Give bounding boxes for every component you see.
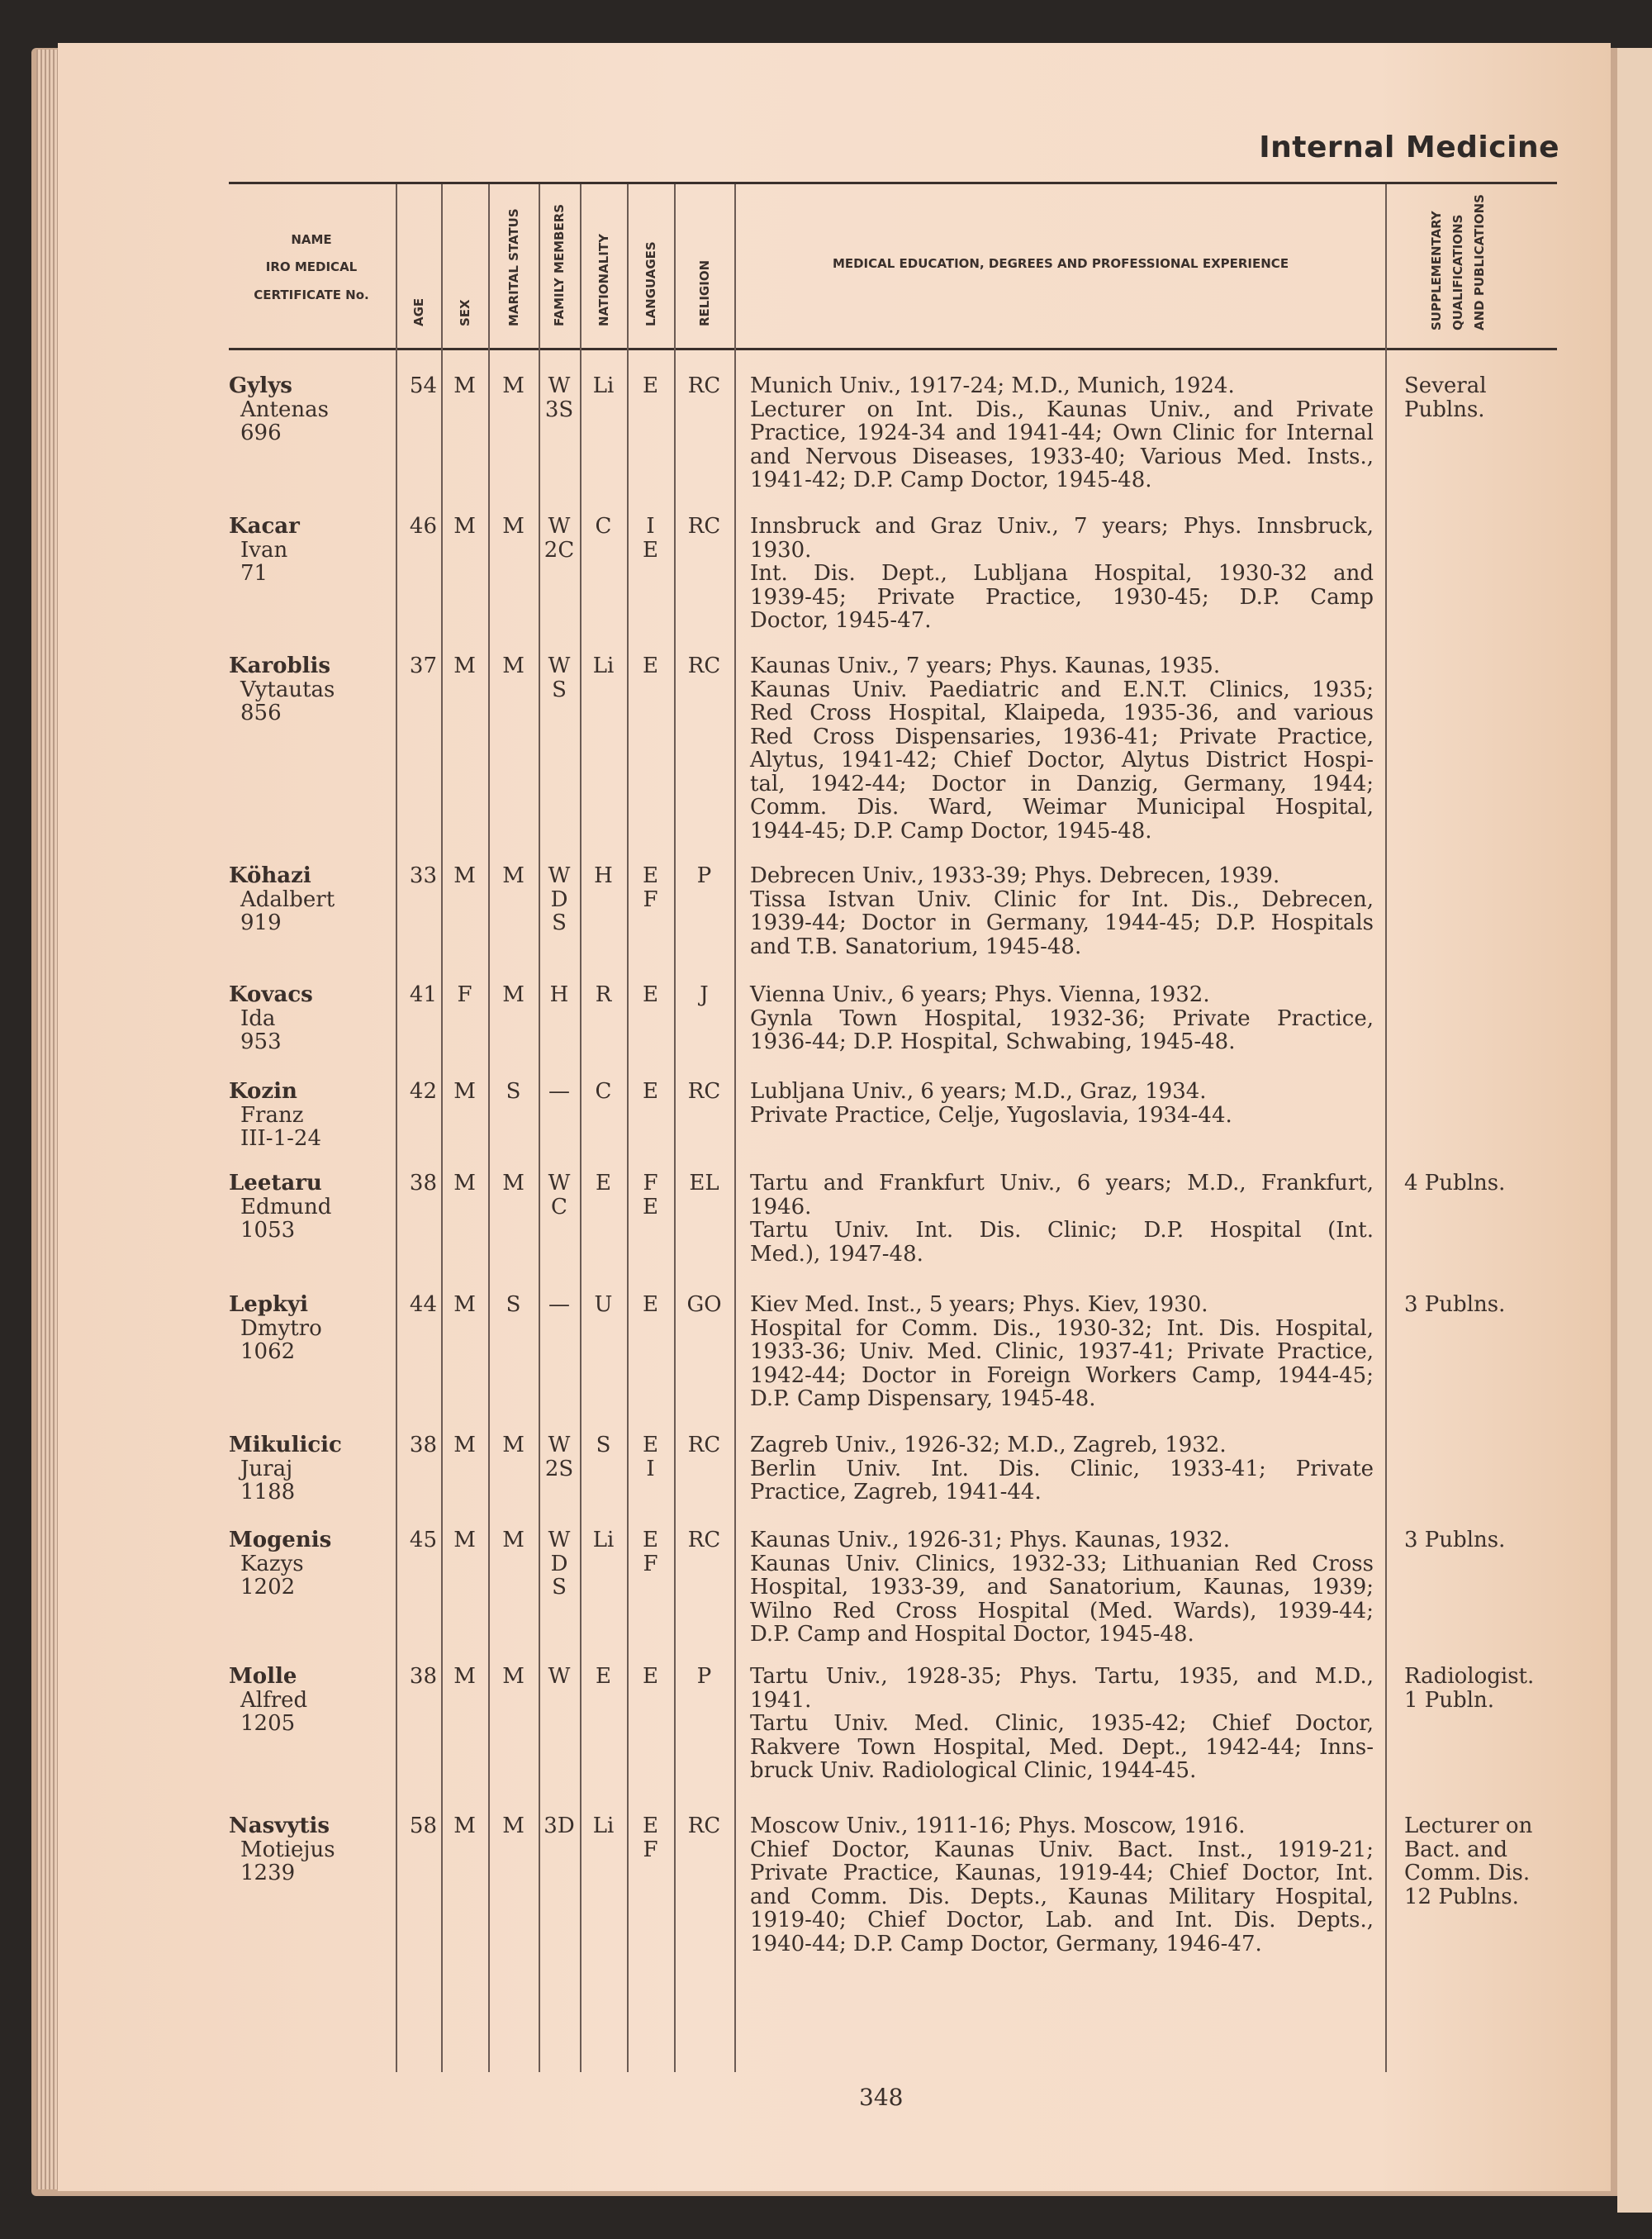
education-line: Red Cross Hospital, Klaipeda, 1935-36, and various: [750, 701, 1374, 725]
marital: M: [502, 514, 525, 539]
language: E: [643, 1433, 658, 1457]
family-members: 2S: [544, 1456, 574, 1481]
age: 54: [409, 373, 437, 398]
education-experience: [750, 515, 1374, 633]
education-line: Tartu Univ. Int. Dis. Clinic; D.P. Hospital (Int.: [750, 1218, 1374, 1243]
family-members: S: [552, 910, 567, 935]
given-name: Ivan: [240, 537, 288, 563]
family-members: 3D: [544, 1814, 575, 1838]
religion: RC: [687, 514, 721, 539]
sex: M: [453, 654, 476, 678]
given-name: Vytautas: [240, 677, 335, 702]
education-line: Kaunas Univ. Clinics, 1932-33; Lithuanian Red Cross: [750, 1551, 1374, 1576]
surname: Lepkyi: [229, 1292, 309, 1317]
education-line: 1939-45; Private Practice, 1930-45; D.P. Camp: [750, 584, 1374, 610]
certificate-number: 1205: [240, 1711, 296, 1736]
education-line: Tartu and Frankfurt Univ., 6 years; M.D., Frankfurt,: [750, 1171, 1374, 1196]
header-age: AGE: [411, 297, 426, 326]
language: E: [643, 1528, 658, 1552]
family-members: D: [550, 1551, 568, 1576]
language: E: [643, 654, 658, 678]
header-name-label: NAME: [291, 232, 332, 247]
certificate-number: 919: [240, 910, 282, 935]
marital: S: [506, 1292, 521, 1317]
education-line: Munich Univ., 1917-24; M.D., Munich, 1924.: [750, 373, 1235, 398]
sex: M: [453, 863, 476, 888]
religion: RC: [687, 654, 721, 678]
education-line: 1944-45; D.P. Camp Doctor, 1945-48.: [750, 818, 1152, 844]
education-line: 1939-44; Doctor in Germany, 1944-45; D.P. Hospitals: [750, 910, 1374, 935]
supplementary-qualification: Publns.: [1404, 397, 1485, 422]
language: E: [643, 373, 658, 398]
marital: M: [502, 982, 525, 1007]
religion: RC: [687, 1433, 721, 1457]
header-supplementary: AND PUBLICATIONS: [1472, 194, 1487, 330]
nationality: Li: [592, 373, 615, 398]
education-experience: [750, 864, 1374, 958]
education-line: Alytus, 1941-42; Chief Doctor, Alytus District Hospi-: [750, 748, 1374, 772]
education-line: Hospital, 1933-39, and Sanatorium, Kaunas, 1939;: [750, 1575, 1374, 1600]
given-name: Adalbert: [240, 887, 335, 912]
given-name: Franz: [240, 1102, 304, 1128]
family-members: D: [550, 887, 568, 912]
column-divider: [627, 184, 629, 2072]
nationality: Li: [592, 654, 615, 678]
education-line: bruck Univ. Radiological Clinic, 1944-45.: [750, 1758, 1197, 1783]
column-divider: [674, 184, 676, 2072]
education-line: Int. Dis. Dept., Lubljana Hospital, 1930-32 and: [750, 561, 1374, 586]
language: F: [643, 1551, 658, 1576]
surname: Leetaru: [229, 1171, 322, 1196]
education-line: 1933-36; Univ. Med. Clinic, 1937-41; Private Practice,: [750, 1339, 1374, 1364]
education-line: and Comm. Dis. Depts., Kaunas Military Hospital,: [750, 1884, 1374, 1909]
surname: Kacar: [229, 514, 300, 539]
education-experience: [750, 1665, 1374, 1783]
education-line: Tartu Univ. Med. Clinic, 1935-42; Chief Doctor,: [750, 1711, 1374, 1736]
education-line: Practice, Zagreb, 1941-44.: [750, 1480, 1042, 1505]
education-line: Moscow Univ., 1911-16; Phys. Moscow, 1916.: [750, 1814, 1246, 1838]
nationality: S: [596, 1433, 611, 1457]
certificate-number: 953: [240, 1029, 282, 1054]
sex: M: [453, 1292, 476, 1317]
header-cert-label: CERTIFICATE No.: [254, 288, 369, 302]
marital: M: [502, 863, 525, 888]
marital: M: [502, 1433, 525, 1457]
language: F: [643, 1837, 658, 1862]
language: E: [643, 1079, 658, 1104]
education-line: Kiev Med. Inst., 5 years; Phys. Kiev, 1930.: [750, 1292, 1208, 1317]
certificate-number: 1188: [240, 1480, 296, 1505]
supplementary-qualification: Comm. Dis.: [1404, 1861, 1531, 1885]
education-line: Gynla Town Hospital, 1932-36; Private Practice,: [750, 1005, 1374, 1031]
age: 38: [409, 1171, 437, 1196]
nationality: Li: [592, 1528, 615, 1552]
education-line: tal, 1942-44; Doctor in Danzig, Germany, 1944;: [750, 771, 1374, 796]
language: E: [643, 863, 658, 888]
certificate-number: 1053: [240, 1218, 296, 1243]
family-members: S: [552, 1575, 567, 1600]
education-experience: [750, 1172, 1374, 1266]
marital: S: [506, 1079, 521, 1104]
supplementary-qualification: Lecturer on: [1404, 1814, 1533, 1838]
education-line: Rakvere Town Hospital, Med. Dept., 1942-44; Inns-: [750, 1734, 1374, 1760]
religion: RC: [687, 1814, 721, 1838]
header-sex: SEX: [457, 299, 472, 326]
certificate-number: 71: [240, 561, 268, 586]
language: E: [643, 1814, 658, 1838]
nationality: R: [595, 982, 612, 1007]
education-line: 1942-44; Doctor in Foreign Workers Camp, 1944-45;: [750, 1362, 1374, 1388]
surname: Gylys: [229, 373, 292, 398]
table-top-rule: [229, 182, 1557, 184]
nationality: U: [594, 1292, 613, 1317]
nationality: H: [594, 863, 613, 888]
supplementary-qualification: 12 Publns.: [1404, 1884, 1519, 1909]
given-name: Motiejus: [240, 1837, 335, 1862]
religion: RC: [687, 373, 721, 398]
certificate-number: 1202: [240, 1575, 296, 1600]
family-members: —: [548, 1292, 570, 1317]
education-line: Wilno Red Cross Hospital (Med. Wards), 1939-44;: [750, 1598, 1374, 1623]
education-line: 1941-42; D.P. Camp Doctor, 1945-48.: [750, 468, 1152, 492]
header-languages: LANGUAGES: [643, 241, 658, 326]
language: I: [646, 1456, 655, 1481]
marital: M: [502, 1814, 525, 1838]
given-name: Alfred: [240, 1687, 308, 1713]
family-members: W: [548, 863, 571, 888]
education-experience: [750, 1528, 1374, 1647]
supplementary-qualification: 4 Publns.: [1404, 1171, 1506, 1196]
nationality: E: [596, 1664, 611, 1689]
education-line: Kaunas Univ. Paediatric and E.N.T. Clinics, 1935;: [750, 677, 1374, 702]
section-title: Internal Medicine: [1259, 131, 1559, 164]
sex: M: [453, 1664, 476, 1689]
supplementary-qualification: Several: [1404, 373, 1487, 398]
header-marital: MARITAL STATUS: [506, 208, 521, 326]
language: I: [646, 514, 655, 539]
family-members: W: [548, 1171, 571, 1196]
education-line: and Nervous Diseases, 1933-40; Various Med. Insts.,: [750, 444, 1374, 469]
education-line: Hospital for Comm. Dis., 1930-32; Int. Dis. Hospital,: [750, 1315, 1374, 1341]
language: E: [643, 982, 658, 1007]
certificate-number: 1239: [240, 1861, 296, 1885]
given-name: Antenas: [240, 397, 329, 422]
nationality: E: [596, 1171, 611, 1196]
header-education: MEDICAL EDUCATION, DEGREES AND PROFESSIONAL EXPERIENCE: [832, 256, 1289, 271]
nationality: C: [595, 1079, 612, 1104]
education-line: Zagreb Univ., 1926-32; M.D., Zagreb, 1932.: [750, 1433, 1227, 1457]
header-iro-label: IRO MEDICAL: [265, 259, 358, 274]
column-divider: [580, 184, 582, 2072]
sex: M: [453, 514, 476, 539]
religion: RC: [687, 1079, 721, 1104]
surname: Molle: [229, 1664, 297, 1689]
age: 38: [409, 1664, 437, 1689]
header-religion: RELIGION: [696, 259, 712, 326]
education-line: 1936-44; D.P. Hospital, Schwabing, 1945-48.: [750, 1029, 1236, 1054]
education-line: Doctor, 1945-47.: [750, 608, 932, 633]
education-line: Lecturer on Int. Dis., Kaunas Univ., and Private: [750, 397, 1374, 422]
education-experience: [750, 1293, 1374, 1411]
age: 41: [409, 982, 437, 1007]
religion: EL: [689, 1171, 719, 1196]
surname: Kozin: [229, 1079, 297, 1104]
religion: GO: [686, 1292, 722, 1317]
certificate-number: III-1-24: [240, 1126, 322, 1151]
surname: Mogenis: [229, 1528, 332, 1552]
education-line: Chief Doctor, Kaunas Univ. Bact. Inst., 1919-21;: [750, 1837, 1374, 1862]
supplementary-qualification: 1 Publn.: [1404, 1687, 1495, 1713]
language: E: [643, 1292, 658, 1317]
religion: P: [696, 1664, 712, 1689]
family-members: W: [548, 373, 571, 398]
education-line: Kaunas Univ., 1926-31; Phys. Kaunas, 1932.: [750, 1528, 1230, 1552]
header-supplementary: QUALIFICATIONS: [1450, 214, 1465, 330]
sex: M: [453, 1814, 476, 1838]
header-bottom-rule: [229, 348, 1557, 350]
given-name: Ida: [240, 1005, 276, 1031]
page-number: 348: [859, 2084, 904, 2111]
sex: M: [453, 1528, 476, 1552]
given-name: Kazys: [240, 1551, 304, 1576]
surname: Köhazi: [229, 863, 311, 888]
education-experience: [750, 983, 1374, 1054]
religion: P: [696, 863, 712, 888]
given-name: Juraj: [240, 1456, 293, 1481]
nationality: C: [595, 514, 612, 539]
given-name: Dmytro: [240, 1315, 322, 1341]
family-members: W: [548, 1528, 571, 1552]
education-line: Red Cross Dispensaries, 1936-41; Private Practice,: [750, 724, 1374, 749]
education-line: Berlin Univ. Int. Dis. Clinic, 1933-41; Private: [750, 1456, 1374, 1481]
education-line: Comm. Dis. Ward, Weimar Municipal Hospital,: [750, 795, 1374, 820]
education-line: Private Practice, Kaunas, 1919-44; Chief Doctor, Int.: [750, 1861, 1374, 1885]
family-members: S: [552, 677, 567, 702]
certificate-number: 696: [240, 421, 282, 445]
education-line: Med.), 1947-48.: [750, 1241, 923, 1267]
education-line: Debrecen Univ., 1933-39; Phys. Debrecen, 1939.: [750, 863, 1280, 888]
given-name: Edmund: [240, 1194, 332, 1219]
supplementary-qualification: Bact. and: [1404, 1837, 1508, 1862]
facing-page-edge: [1617, 48, 1652, 2213]
surname: Kovacs: [229, 982, 313, 1007]
education-line: Kaunas Univ., 7 years; Phys. Kaunas, 1935.: [750, 654, 1221, 678]
education-line: Private Practice, Celje, Yugoslavia, 1934-44.: [750, 1102, 1232, 1128]
education-line: Lubljana Univ., 6 years; M.D., Graz, 1934.: [750, 1079, 1207, 1104]
surname: Nasvytis: [229, 1814, 330, 1838]
header-family: FAMILY MEMBERS: [552, 203, 567, 326]
marital: M: [502, 373, 525, 398]
education-line: and T.B. Sanatorium, 1945-48.: [750, 934, 1082, 959]
age: 38: [409, 1433, 437, 1457]
education-experience: [750, 1080, 1374, 1127]
education-line: 1940-44; D.P. Camp Doctor, Germany, 1946-47.: [750, 1931, 1262, 1956]
sex: F: [457, 982, 472, 1007]
language: E: [643, 1194, 658, 1219]
sex: M: [453, 1079, 476, 1104]
age: 58: [409, 1814, 437, 1838]
education-line: D.P. Camp Dispensary, 1945-48.: [750, 1386, 1096, 1411]
education-line: Innsbruck and Graz Univ., 7 years; Phys. Innsbruck,: [750, 514, 1374, 539]
nationality: Li: [592, 1814, 615, 1838]
age: 45: [409, 1528, 437, 1552]
language: F: [643, 887, 658, 912]
education-experience: [750, 374, 1374, 492]
surname: Mikulicic: [229, 1433, 342, 1457]
header-nationality: NATIONALITY: [596, 234, 611, 326]
religion: RC: [687, 1528, 721, 1552]
supplementary-qualification: 3 Publns.: [1404, 1292, 1506, 1317]
marital: M: [502, 1528, 525, 1552]
education-line: Practice, 1924-34 and 1941-44; Own Clinic for Internal: [750, 421, 1374, 445]
header-supplementary: SUPPLEMENTARY: [1429, 211, 1444, 330]
certificate-number: 856: [240, 701, 282, 725]
column-divider: [441, 184, 443, 2072]
family-members: W: [548, 1433, 571, 1457]
surname: Karoblis: [229, 654, 331, 678]
education-line: 1930.: [750, 537, 812, 563]
supplementary-qualification: 3 Publns.: [1404, 1528, 1506, 1552]
family-members: W: [548, 514, 571, 539]
column-divider: [1385, 184, 1387, 2072]
sex: M: [453, 1171, 476, 1196]
education-line: Tissa Istvan Univ. Clinic for Int. Dis., Debrecen,: [750, 887, 1374, 912]
family-members: H: [549, 982, 569, 1007]
sex: M: [453, 1433, 476, 1457]
education-line: Vienna Univ., 6 years; Phys. Vienna, 1932.: [750, 982, 1210, 1007]
education-experience: [750, 1433, 1374, 1505]
marital: M: [502, 654, 525, 678]
marital: M: [502, 1664, 525, 1689]
age: 42: [409, 1079, 437, 1104]
language: E: [643, 1664, 658, 1689]
family-members: 3S: [544, 397, 574, 422]
education-line: 1946.: [750, 1194, 812, 1219]
education-experience: [750, 1814, 1374, 1956]
education-line: 1919-40; Chief Doctor, Lab. and Int. Dis. Depts.,: [750, 1908, 1374, 1932]
age: 33: [409, 863, 437, 888]
language: E: [643, 537, 658, 563]
column-divider: [396, 184, 397, 2072]
age: 46: [409, 514, 437, 539]
language: F: [643, 1171, 658, 1196]
family-members: 2C: [544, 537, 575, 563]
family-members: C: [551, 1194, 567, 1219]
column-divider: [539, 184, 540, 2072]
religion: J: [700, 982, 709, 1007]
education-line: Tartu Univ., 1928-35; Phys. Tartu, 1935, and M.D.,: [750, 1664, 1374, 1689]
age: 44: [409, 1292, 437, 1317]
marital: M: [502, 1171, 525, 1196]
education-line: 1941.: [750, 1687, 812, 1713]
education-experience: [750, 654, 1374, 843]
family-members: W: [548, 654, 571, 678]
column-divider: [734, 184, 736, 2072]
header-name: [229, 221, 394, 315]
education-line: D.P. Camp and Hospital Doctor, 1945-48.: [750, 1622, 1194, 1647]
supplementary-qualification: Radiologist.: [1404, 1664, 1535, 1689]
family-members: —: [548, 1079, 570, 1104]
column-divider: [488, 184, 490, 2072]
family-members: W: [548, 1664, 571, 1689]
sex: M: [453, 373, 476, 398]
certificate-number: 1062: [240, 1339, 296, 1364]
age: 37: [409, 654, 437, 678]
